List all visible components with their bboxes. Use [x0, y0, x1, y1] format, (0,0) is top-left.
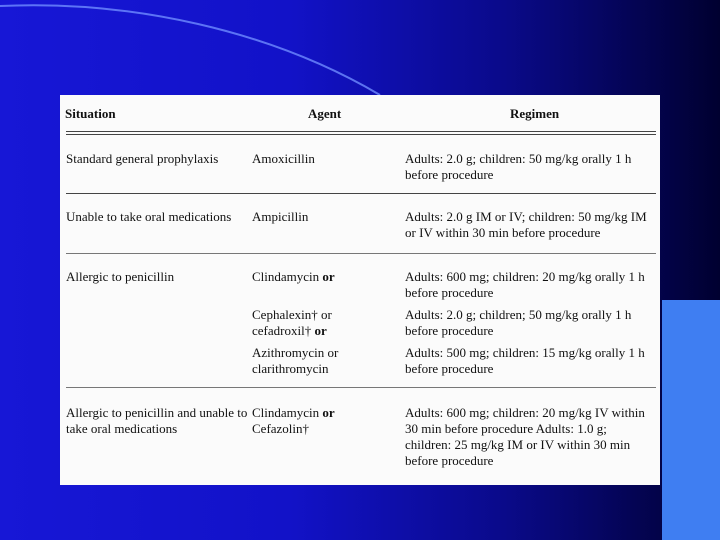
- header-situation: Situation: [65, 106, 116, 121]
- row-rule: [66, 387, 656, 388]
- row-3-agent-1: Clindamycin or: [252, 269, 335, 284]
- row-rule: [66, 193, 656, 194]
- row-1-agent: Amoxicillin: [252, 151, 315, 166]
- row-3-agent-3: Azithromycin or clarithromycin: [252, 345, 339, 376]
- row-3-regimen-1: Adults: 600 mg; children: 20 mg/kg orally 1 h before procedure: [405, 269, 645, 300]
- header-regimen: Regimen: [510, 106, 560, 121]
- row-2-agent: Ampicillin: [252, 209, 309, 224]
- row-1-situation: Standard general prophylaxis: [66, 151, 219, 166]
- row-3-agent-2: Cephalexin† or cefadroxil† or: [252, 307, 332, 338]
- row-3-situation: Allergic to penicillin: [66, 269, 175, 284]
- row-1-regimen: Adults: 2.0 g; children: 50 mg/kg orally 1 h before procedure: [405, 151, 632, 182]
- row-2-regimen: Adults: 2.0 g IM or IV; children: 50 mg/kg IM or IV within 30 min before procedure: [405, 209, 647, 240]
- prophylaxis-table: [60, 95, 660, 485]
- row-3-regimen-2: Adults: 2.0 g; children; 50 mg/kg orally 1 h before procedure: [405, 307, 632, 338]
- row-2-situation: Unable to take oral medications: [66, 209, 232, 224]
- row-4-agent: Clindamycin or Cefazolin†: [252, 405, 335, 436]
- row-rule: [66, 253, 656, 254]
- header-agent: Agent: [308, 106, 342, 121]
- row-4-situation: Allergic to penicillin and unable to take oral medications: [66, 405, 248, 436]
- decorative-accent-bar: [662, 300, 720, 540]
- header-rule: [66, 131, 656, 135]
- row-3-regimen-3: Adults: 500 mg; children: 15 mg/kg orally 1 h before procedure: [405, 345, 645, 376]
- row-4-regimen: Adults: 600 mg; children: 20 mg/kg IV within 30 min before procedure Adults: 1.0 g; children: 25 mg/kg IM or IV within 30 min before procedure: [405, 405, 645, 468]
